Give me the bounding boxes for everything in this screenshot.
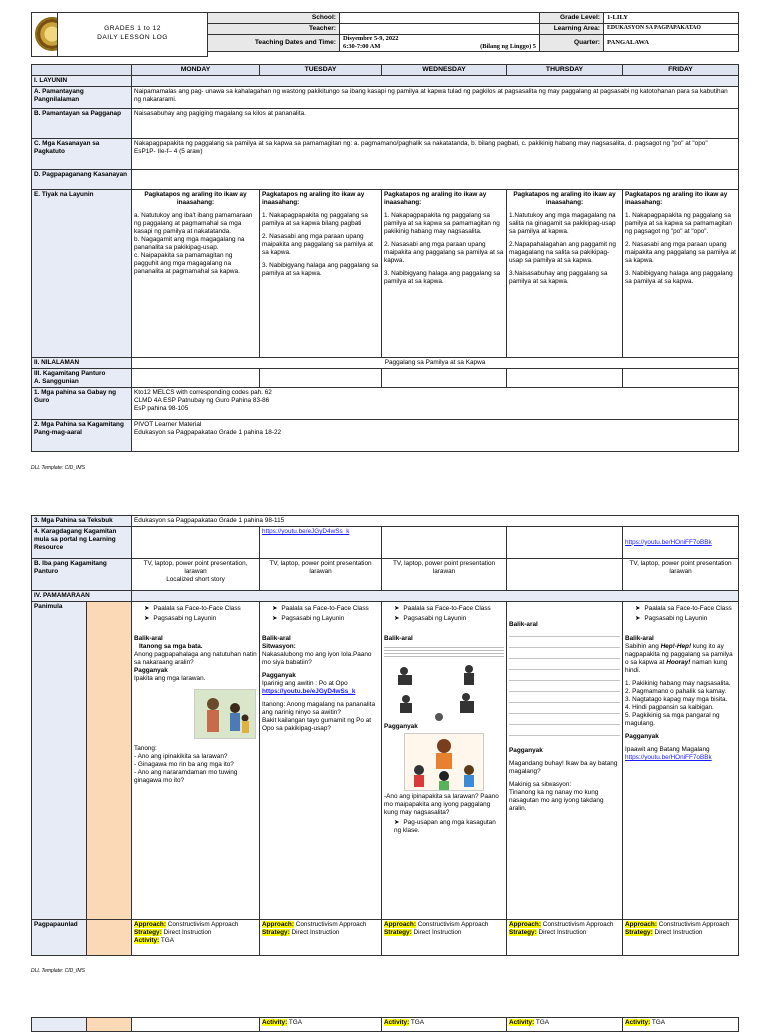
p3-activity-tuesday: Activity: TGA (260, 1018, 382, 1032)
pagpapaganang-label: D. Pagpapaganang Kasanayan (32, 170, 132, 190)
quarter-label: Quarter: (540, 35, 604, 52)
area-label: Learning Area: (540, 24, 604, 35)
kasanayan-cell (132, 139, 739, 170)
nilalaman-text: Paggalang sa Pamilya at sa Kapwa (132, 358, 739, 369)
pamantayang-text: Naipamamalas ang pag- unawa sa kahalagahan ng wastong pakikitungo sa ibang kasapi ng pamilya at kapwa tulad ng pagkilos at pagsasalita ng may paggalang at pagsasabi ng katotohanan para sa kabutihan ng nakararami. (132, 87, 739, 109)
date-label: Teaching Dates and Time: (208, 35, 340, 52)
corner-cell (32, 65, 132, 76)
p3-activity-friday: Activity: TGA (623, 1018, 739, 1032)
tiyak-tuesday: Pagkatapos ng araling ito ikaw ay inaasahang: 1. Nakapagpapakita ng paggalang sa pamilya at sa kapwa bilang pagbati 2. Nasasabi ang mga paraan upang maipakita ang paggalang sa pamilya at sa kapwa. 3. Nabibigyang halaga ang paggalang sa pamilya at sa kapwa. (260, 190, 382, 358)
worksheet-items (509, 631, 620, 741)
pamamaraan-heading: IV. PAMAMARAAN (32, 591, 132, 602)
grade-label: Grade Level: (540, 13, 604, 24)
panimula-tuesday: ➤ Paalala sa Face-to-Face Class ➤ Pagsasabi ng Layunin Balik-aral Sitwasyon: Nakasalubong mo ang iyon lola.Paano mo siya babatiin? Pagganyak Iparinig ang awitin : Po at Opo https://youtu.be/eJGyD4wSs_k Itanong: Anong magalang na pananalita ang narinig ninyo sa awitin? Bakit kailangan tayo gumamit ng Po at Opo sa pakikipag-usap? (260, 602, 382, 920)
p3-activity-thursday: Activity: TGA (507, 1018, 623, 1032)
family-illustration-icon (195, 690, 255, 738)
pamantayang-label: A. Pamantayang Pangnilalaman (32, 87, 132, 109)
pagpapaunlad-wednesday: Approach: Constructivism Approach Strategy: Direct Instruction (382, 920, 507, 956)
iba-monday: TV, laptop, power point presentation, larawan Localized short story (132, 559, 260, 591)
day-thursday: THURSDAY (507, 65, 623, 76)
panimula-wednesday: ➤ Paalala sa Face-to-Face Class ➤ Pagsasabi ng Layunin Balik-aral Pagganyak -Ano ang ipinapakita sa larawan? Paano mo maipapakita ang iyong paggalang kung may nagsasalita? ➤ Pag-usapan ang mga kasagutan ng klase. (382, 602, 507, 920)
panimula-friday: ➤ Paalala sa Face-to-Face Class ➤ Pagsasabi ng Layunin Balik-aral Sabihin ang Hep!-Hep! kung ito ay nagpapakita ng paggalang sa pamilya o sa kapwa at Hooray! naman kung hindi. 1. Pakikinig habang may nagsasalita. 2. Pagmamano o pahalik sa kamay. 3. Nagtatago kapag may mga bisita. 4. Hindi pagpansin sa kaibigan. 5. Pagkikinig sa mga pangaral ng magulang. Pagganyak Ipaawit ang Batang Magalang https://youtu.be/HOniFF7oBBk (623, 602, 739, 920)
seal-icon (35, 17, 58, 51)
day-friday: FRIDAY (623, 65, 739, 76)
awitin-link[interactable]: https://youtu.be/eJGyD4wSs_k (262, 688, 356, 695)
iba-wednesday: TV, laptop, power point presentation larawan (382, 559, 507, 591)
day-monday: MONDAY (132, 65, 260, 76)
teksbuk-label: 3. Mga Pahina sa Teksbuk (32, 516, 132, 527)
panimula-label: Panimula (32, 602, 87, 920)
hep-instructions: Sabihin ang Hep!-Hep! kung ito ay nagpapakita ng paggalang sa pamilya o sa kapwa at Hooray! naman kung hindi. (625, 643, 733, 674)
school-label: School: (208, 13, 340, 24)
header-table (31, 12, 739, 57)
page3-table (31, 1017, 739, 1032)
worksheet-pictures (384, 661, 504, 723)
iba-thursday (507, 559, 623, 591)
teacher-label: Teacher: (208, 24, 340, 35)
gabay-cell: Kto12 MELCS with corresponding codes pah. 62 CLMD 4A ESP Patnubay ng Guro Pahina 83-86 EsP pahina 98-105 (132, 388, 739, 420)
tiyak-friday: Pagkatapos ng araling ito ikaw ay inaasahang: 1. Nakapagpapakita ng paggalang sa pamilya at sa kapwa sa pamamagitan ng pagsagot ng "po" at "opo". 2. Nasasabi ang mga paraan upang maipakita ang paggalang sa pamilya at sa kapwa. 3. Nabibigyang halaga ang paggalang sa pamilya at sa kapwa. (623, 190, 739, 358)
worksheet-text-lines (384, 645, 504, 659)
panimula-monday: ➤ Paalala sa Face-to-Face Class ➤ Pagsasabi ng Layunin Balik-aral Itanong sa mga bata. Anong pagpapahalaga ang natutuhan natin sa nakaraang aralin? Pagganyak Ipakita ang mga larawan. Tanong: - Ano ang ipinakikita sa larawan? - Ginagawa mo rin ba ang mga ito? - Ano ang nararamdaman mo tuwing ginagawa mo ito? (132, 602, 260, 920)
pagpapaunlad-tuesday: Approach: Constructivism Approach Strategy: Direct Instruction (260, 920, 382, 956)
p3-activity-wednesday: Activity: TGA (382, 1018, 507, 1032)
day-wednesday: WEDNESDAY (382, 65, 507, 76)
family-picture (194, 689, 256, 739)
kagamitan-label: III. Kagamitang Panturo A. Sanggunian (32, 369, 132, 388)
pagganap-text: Naisasabuhay ang pagiging magalang sa kilos at pananalita. (132, 109, 739, 139)
kagamitang-cell: PIVOT Learner Material Edukasyon sa Pagpapakatao Grade 1 pahina 18-22 (132, 420, 739, 452)
area-value: EDUKASYON SA PAGPAPAKATAO (604, 24, 739, 35)
iba-friday: TV, laptop, power point presentation larawan (623, 559, 739, 591)
pagpapaunlad-label: Pagpapaunlad (32, 920, 87, 956)
procedure-table (31, 515, 739, 956)
title-line-1: GRADES 1 to 12 (104, 25, 161, 33)
tiyak-thursday: Pagkatapos ng araling ito ikaw ay inaasahang: 1.Natutukoy ang mga magagalang na salita na ginagamit sa pakikipag-usap sa pamilya at kapwa. 2.Napapahalagahan ang paggamit ng magagalang na salita sa pakikipag-usap sa pamilya at sa kapwa. 3.Naisasabuhay ang paggalang sa pamilya at sa kapwa. (507, 190, 623, 358)
panimula-thursday: Balik-aral Pagganyak Magandang buhay! Ikaw ba ay batang magalang? Makinig sa sitwasyon: Tinanong ka ng nanay mo kung nasagutan mo ang iyong takdang aralin. (507, 602, 623, 920)
objectives-table (31, 64, 739, 452)
kasanayan-text: Nakapagpapakita ng paggalang sa pamilya at sa kapwa sa pamamagitan ng: a. pagmamano/paghalik sa nakatatanda, b. bilang pagbati, c. pakikinig habang may nagsasalita, d. pagsagot ng "po" at "opo" (134, 140, 708, 148)
tiyak-monday: Pagkatapos ng araling ito ikaw ay inaasahang: a. Natutukoy ang iba't ibang pamamaraan ng paggalang at pagmamahal sa mga kasapi ng pamilya at nakatatanda. b. Nagagamit ang mga magagalang na pananalita sa pakikipag-usap. c. Naipapakita sa pamamagitan ng pagguhit ang mga magagalang na pananalita at pagmamahal sa kapwa. (132, 190, 260, 358)
karagdagang-label: 4. Karagdagang Kagamitan mula sa portal ng Learning Resource (32, 527, 132, 559)
tiyak-label: E. Tiyak na Layunin (32, 190, 132, 358)
layunin-heading: I. LAYUNIN (32, 76, 132, 87)
pagpapaunlad-friday: Approach: Constructivism Approach Strategy: Direct Instruction (623, 920, 739, 956)
quarter-value: PANGALAWA (604, 35, 739, 52)
tiyak-wednesday: Pagkatapos ng araling ito ikaw ay inaasahang: 1. Nakapagpapakita ng paggalang sa pamilya at sa kapwa sa pamamagitan ng pakikinig habang may nagsasalita. 2. Nasasabi ang mga paraan upang maipakita ang paggalang sa pamilya at sa kapwa. 3. Nabibigyang halaga ang paggalang sa pamilya at sa kapwa. (382, 190, 507, 358)
batang-magalang-link[interactable]: https://youtu.be/HOniFF7oBBk (625, 754, 712, 761)
school-seal (32, 13, 58, 57)
grade-value: 1-LILY (604, 13, 739, 24)
nilalaman-label: II. NILALAMAN (32, 358, 132, 369)
youtube-link-friday[interactable]: https://youtu.be/HOniFF7oBBk (625, 538, 712, 546)
time-value: 6:30-7:00 AM (343, 43, 381, 50)
title-line-2: DAILY LESSON LOG (97, 34, 168, 42)
panimula-spacer (87, 602, 132, 920)
footer-2: DLL Template: CID_IMS (31, 968, 85, 974)
date-value: Disyembre 5-9, 2022 (343, 35, 399, 42)
kasanayan-code: EsP1P- IIe-f– 4 (5 araw) (134, 148, 203, 156)
children-pictures-icon (384, 661, 502, 723)
teksbuk-text: Edukasyon sa Pagpapakatao Grade 1 pahina 98-115 (132, 516, 739, 527)
iba-tuesday: TV, laptop, power point presentation larawan (260, 559, 382, 591)
pagpapaunlad-monday: Approach: Constructivism Approach Strategy: Direct Instruction Activity: TGA (132, 920, 260, 956)
footer-1: DLL Template: CID_IMS (31, 465, 85, 471)
teacher-value (340, 24, 540, 35)
pagpapaunlad-thursday: Approach: Constructivism Approach Strategy: Direct Instruction (507, 920, 623, 956)
teacher-picture (404, 733, 484, 791)
week-value: (Bilang ng Linggo) 5 (480, 43, 536, 50)
iba-label: B. Iba pang Kagamitang Panturo (32, 559, 132, 591)
kasanayan-label: C. Mga Kasanayan sa Pagkatuto (32, 139, 132, 170)
pagganap-label: B. Pamantayan sa Pagganap (32, 109, 132, 139)
teacher-students-icon (405, 734, 483, 790)
kagamitang-label: 2. Mga Pahina sa Kagamitang Pang-mag-aaral (32, 420, 132, 452)
youtube-link-tuesday[interactable]: https://youtu.be/eJGyD4wSs_k (262, 528, 350, 535)
school-value (340, 13, 540, 24)
gabay-label: 1. Mga pahina sa Gabay ng Guro (32, 388, 132, 420)
date-cell (340, 35, 540, 52)
day-tuesday: TUESDAY (260, 65, 382, 76)
dll-title (58, 13, 208, 57)
